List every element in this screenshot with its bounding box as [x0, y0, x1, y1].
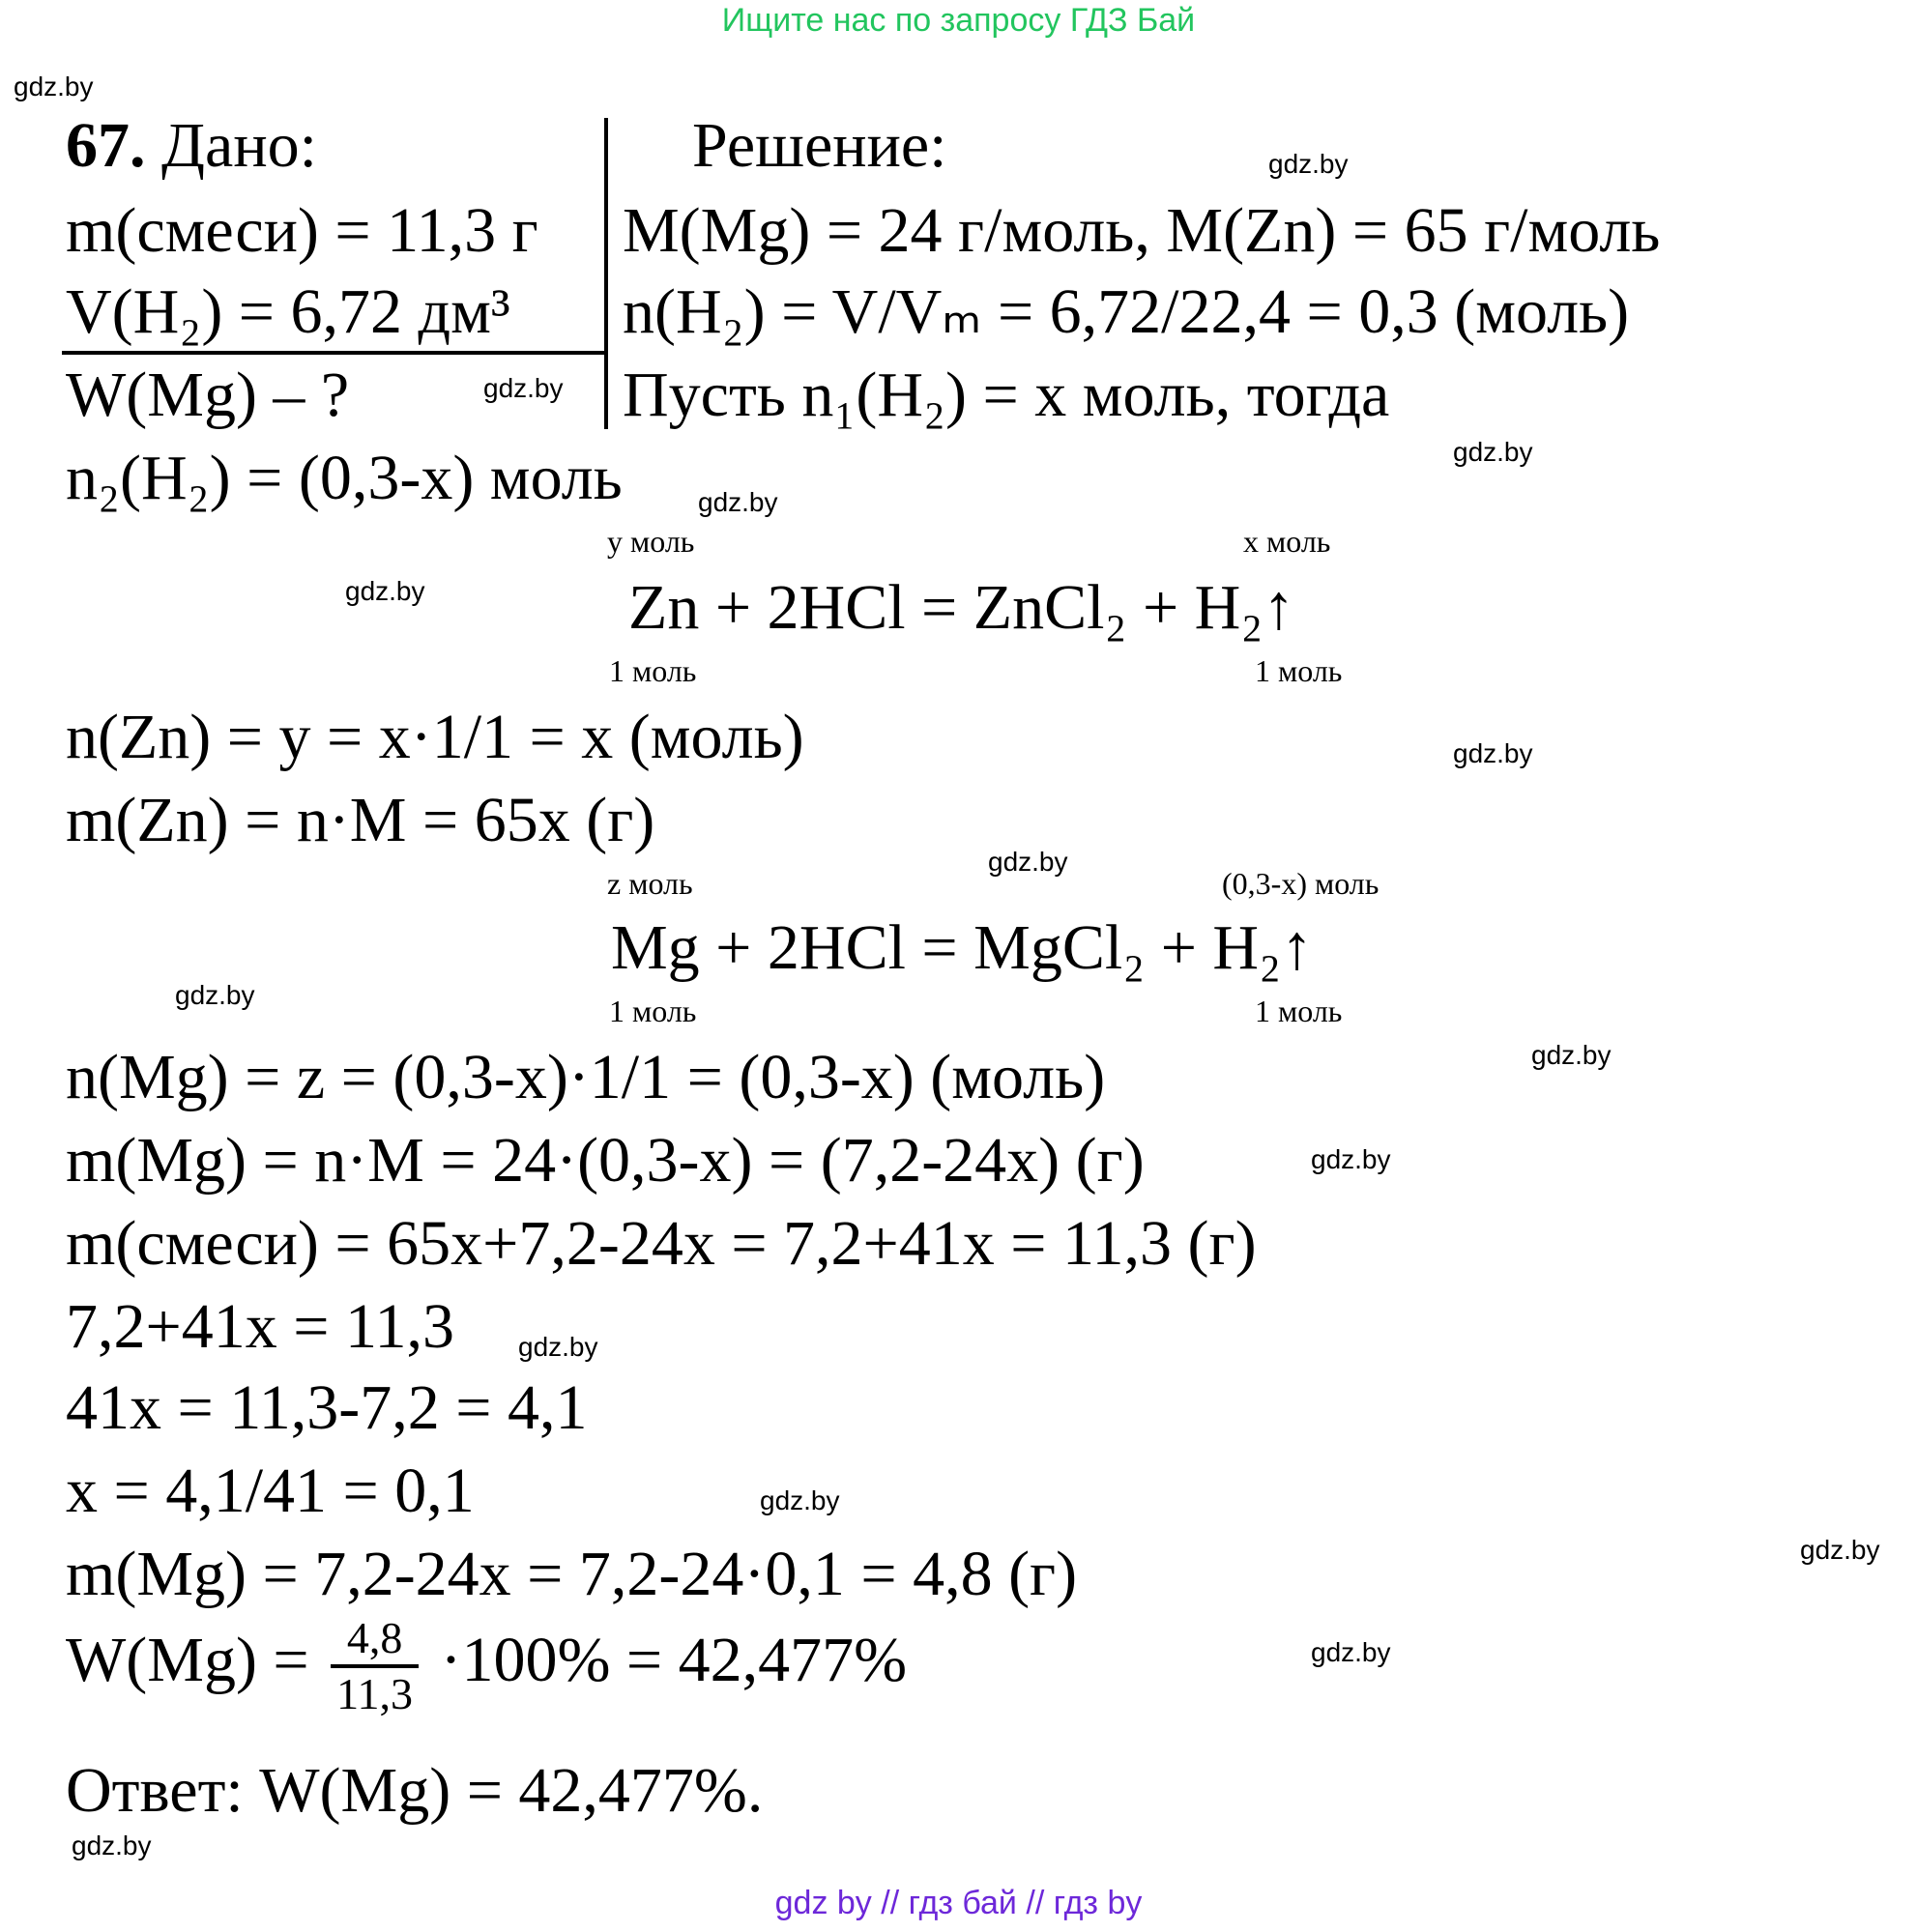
reaction-annotation: y моль — [607, 524, 695, 559]
solution-line: M(Mg) = 24 г/моль, M(Zn) = 65 г/моль — [623, 195, 1661, 266]
watermark: gdz.by — [1453, 437, 1533, 467]
calc-line: 41x = 11,3-7,2 = 4,1 — [66, 1372, 588, 1443]
solution-line: n₂(H₂) = (0,3-x) моль — [66, 443, 623, 513]
watermark: gdz.by — [518, 1332, 598, 1362]
fraction-line — [66, 1613, 908, 1718]
reaction-annotation: 1 моль — [1255, 994, 1343, 1028]
watermark: gdz.by — [760, 1485, 840, 1515]
reaction-annotation: 1 моль — [609, 653, 697, 688]
watermark: gdz.by — [988, 847, 1068, 877]
bottom-banner: gdz by // гдз бай // гдз by — [774, 1885, 1143, 1921]
given-label: Дано: — [161, 110, 317, 181]
reaction-annotation: z моль — [607, 866, 693, 901]
watermark: gdz.by — [345, 576, 425, 606]
reaction-annotation: (0,3-x) моль — [1222, 866, 1380, 901]
problem-number: 67. — [66, 110, 146, 181]
top-banner: Ищите нас по запросу ГДЗ Бай — [721, 2, 1196, 39]
given-line: V(H₂) = 6,72 дм³ — [66, 276, 510, 347]
calc-line: m(Zn) = n·M = 65x (г) — [66, 785, 655, 855]
calc-line: x = 4,1/41 = 0,1 — [66, 1456, 475, 1526]
divider-vertical — [604, 118, 608, 429]
answer-line: Ответ: W(Mg) = 42,477%. — [66, 1755, 764, 1826]
calc-line: m(смеси) = 65x+7,2-24x = 7,2+41x = 11,3 (г) — [66, 1208, 1257, 1279]
calc-line: m(Mg) = 7,2-24x = 7,2-24·0,1 = 4,8 (г) — [66, 1539, 1078, 1609]
fraction-rhs: ·100% = 42,477% — [440, 1625, 908, 1696]
watermark: gdz.by — [72, 1831, 152, 1860]
fraction — [331, 1613, 419, 1718]
watermark: gdz.by — [483, 373, 564, 403]
watermark: gdz.by — [175, 980, 255, 1010]
given-line: m(смеси) = 11,3 г — [66, 195, 538, 266]
fraction-numerator: 4,8 — [331, 1616, 419, 1668]
watermark: gdz.by — [1531, 1040, 1612, 1070]
calc-line: n(Mg) = z = (0,3-x)·1/1 = (0,3-x) (моль) — [66, 1042, 1106, 1112]
solution-line: Пусть n₁(H₂) = x моль, тогда — [623, 360, 1390, 430]
calc-line: m(Mg) = n·M = 24·(0,3-x) = (7,2-24x) (г) — [66, 1125, 1145, 1196]
reaction-equation: Zn + 2HCl = ZnCl₂ + H₂↑ — [628, 572, 1295, 643]
solution-label: Решение: — [692, 110, 947, 181]
watermark: gdz.by — [1800, 1535, 1880, 1565]
find-line: W(Mg) – ? — [66, 360, 350, 430]
problem-heading — [66, 110, 317, 181]
reaction-equation: Mg + 2HCl = MgCl₂ + H₂↑ — [611, 912, 1314, 983]
reaction-annotation: 1 моль — [1255, 653, 1343, 688]
fraction-lhs: W(Mg) = — [66, 1625, 309, 1696]
calc-line: 7,2+41x = 11,3 — [66, 1291, 454, 1362]
watermark: gdz.by — [1453, 738, 1533, 768]
watermark: gdz.by — [698, 487, 778, 517]
watermark: gdz.by — [1311, 1144, 1391, 1174]
solution-line: n(H₂) = V/Vₘ = 6,72/22,4 = 0,3 (моль) — [623, 276, 1630, 347]
reaction-annotation: 1 моль — [609, 994, 697, 1028]
watermark: gdz.by — [14, 72, 94, 101]
watermark: gdz.by — [1268, 149, 1349, 179]
divider-horizontal — [62, 351, 606, 355]
reaction-annotation: x моль — [1243, 524, 1331, 559]
calc-line: n(Zn) = y = x·1/1 = x (моль) — [66, 702, 804, 772]
fraction-denominator: 11,3 — [336, 1669, 413, 1718]
watermark: gdz.by — [1311, 1637, 1391, 1667]
